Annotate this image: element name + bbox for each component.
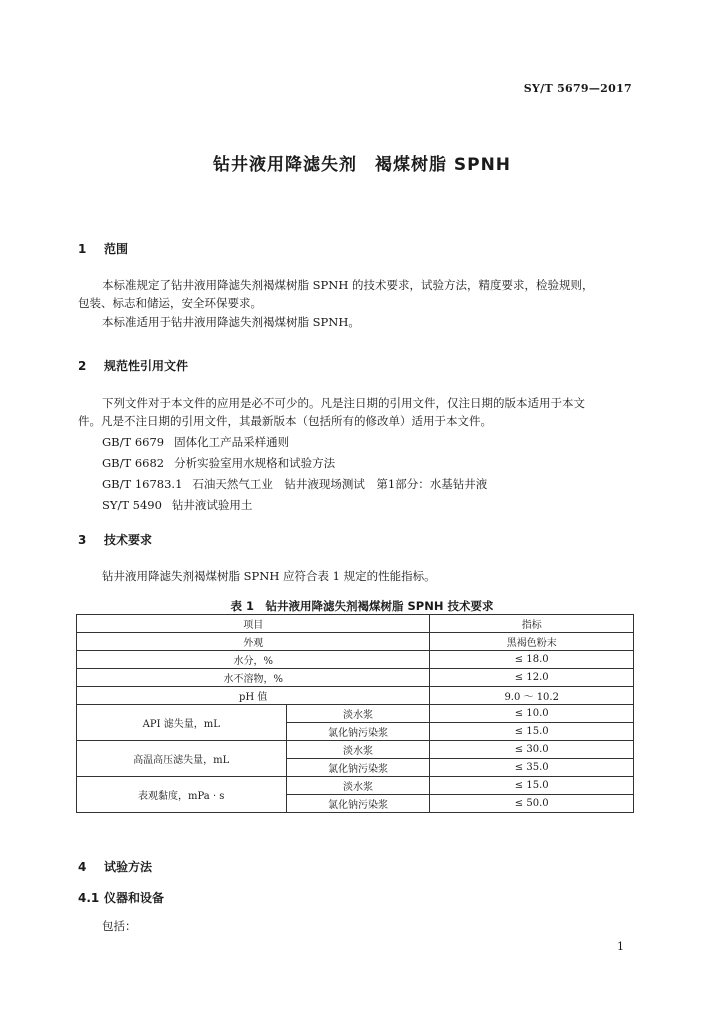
- section-3-heading: [78, 531, 152, 548]
- document-title: 钻井液用降滤失剂 褐煤树脂 SPNH: [212, 155, 512, 175]
- section-1-paragraph-1-cont: 包装、标志和储运，安全环保要求。: [78, 296, 262, 310]
- row-value: ≤ 35.0: [430, 759, 634, 777]
- sub-item: 氯化钠污染浆: [286, 795, 430, 813]
- group-item: API 滤失量，mL: [77, 705, 287, 741]
- reference-code: GB/T 6679: [102, 435, 165, 449]
- section-4-heading: [78, 858, 152, 875]
- reference-item: [102, 434, 299, 450]
- table-header-row: [77, 615, 634, 633]
- standard-code: SY/T 5679—2017: [523, 82, 632, 95]
- table-row: [77, 651, 634, 669]
- row-value: ≤ 10.0: [430, 705, 634, 723]
- section-1-paragraph-2: 本标准适用于钻井液用降滤失剂褐煤树脂 SPNH。: [102, 315, 360, 329]
- section-number: 4: [78, 860, 87, 874]
- row-value: ≤ 15.0: [430, 723, 634, 741]
- row-value: 黑褐色粉末: [430, 633, 634, 651]
- section-title: 技术要求: [104, 533, 153, 547]
- section-1-heading: [78, 240, 128, 257]
- table-row: [77, 633, 634, 651]
- section-number: 1: [78, 242, 87, 256]
- row-value: ≤ 12.0: [430, 669, 634, 687]
- reference-code: SY/T 5490: [102, 498, 162, 512]
- section-2-paragraph-1-cont: 件。凡是不注日期的引用文件，其最新版本（包括所有的修改单）适用于本文件。: [78, 414, 492, 428]
- section-number: 3: [78, 533, 87, 547]
- reference-item: [102, 455, 345, 471]
- table-row: [77, 705, 634, 723]
- page-number: 1: [617, 940, 624, 953]
- reference-name: 分析实验室用水规格和试验方法: [174, 456, 336, 470]
- sub-item: 淡水浆: [286, 705, 430, 723]
- section-title: 试验方法: [104, 860, 153, 874]
- row-item: 水不溶物，%: [77, 669, 430, 687]
- table-row: [77, 741, 634, 759]
- section-number: 2: [78, 359, 87, 373]
- row-value: ≤ 15.0: [430, 777, 634, 795]
- row-item: 外观: [77, 633, 430, 651]
- header-item: 项目: [77, 615, 430, 633]
- spec-table: [76, 614, 634, 813]
- section-3-paragraph-1: 钻井液用降滤失剂褐煤树脂 SPNH 应符合表 1 规定的性能指标。: [102, 569, 436, 583]
- reference-name: 石油天然气工业 钻井液现场测试 第1部分：水基钻井液: [192, 477, 488, 491]
- row-value: 9.0 ～ 10.2: [430, 687, 634, 705]
- section-2-heading: [78, 357, 188, 374]
- sub-item: 淡水浆: [286, 777, 430, 795]
- reference-name: 钻井液试验用土: [171, 498, 253, 512]
- table-row: [77, 777, 634, 795]
- reference-item: [102, 476, 497, 492]
- sub-item: 淡水浆: [286, 741, 430, 759]
- row-value: ≤ 50.0: [430, 795, 634, 813]
- sub-item: 氯化钠污染浆: [286, 759, 430, 777]
- section-title: 范围: [104, 242, 129, 256]
- group-item: 高温高压滤失量，mL: [77, 741, 287, 777]
- section-title: 规范性引用文件: [104, 359, 189, 373]
- reference-name: 固体化工产品采样通则: [174, 435, 290, 449]
- row-item: pH 值: [77, 687, 430, 705]
- row-value: ≤ 18.0: [430, 651, 634, 669]
- section-2-paragraph-1: 下列文件对于本文件的应用是必不可少的。凡是注日期的引用文件，仅注日期的版本适用于本文: [102, 396, 585, 410]
- reference-code: GB/T 6682: [102, 456, 165, 470]
- reference-code: GB/T 16783.1: [102, 477, 183, 491]
- header-value: 指标: [430, 615, 634, 633]
- section-1-paragraph-1: 本标准规定了钻井液用降滤失剂褐煤树脂 SPNH 的技术要求，试验方法，精度要求，检验规则，: [102, 278, 594, 292]
- group-item: 表观黏度，mPa · s: [77, 777, 287, 813]
- section-number: 4.1: [78, 891, 100, 905]
- table-row: [77, 687, 634, 705]
- sub-item: 氯化钠污染浆: [286, 723, 430, 741]
- section-4-1-paragraph-1: 包括：: [102, 919, 137, 933]
- table-caption: 表 1 钻井液用降滤失剂褐煤树脂 SPNH 技术要求: [230, 599, 494, 613]
- section-title: 仪器和设备: [104, 891, 165, 905]
- row-item: 水分，%: [77, 651, 430, 669]
- table-row: [77, 669, 634, 687]
- section-4-1-heading: [78, 889, 164, 906]
- reference-item: [102, 497, 262, 513]
- row-value: ≤ 30.0: [430, 741, 634, 759]
